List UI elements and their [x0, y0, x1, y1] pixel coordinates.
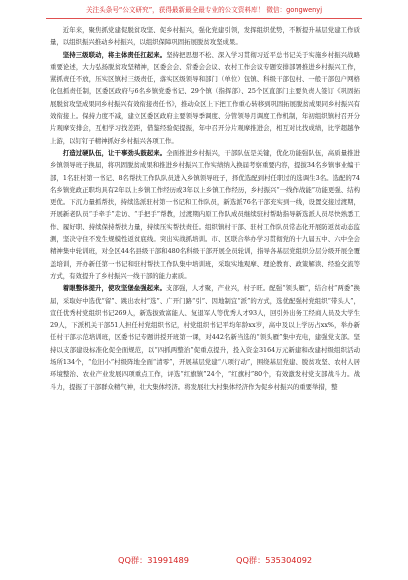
paragraph-three-level-linkage	[50, 49, 360, 147]
paragraph-text: 近年来，聚焦抓党建促脱贫攻坚、促乡村振兴，强化党建引领，发挥组织优势，不断提升基层党建工作质量，以组织振兴推动乡村振兴，以组织保障巩固拓展脱贫攻坚成果。	[50, 26, 360, 47]
footer-contact	[0, 552, 408, 568]
header-banner: 关注头条号“公文研究”，获得最新最全最专业的公文资料库！ 微信：gongwenyj	[85, 6, 323, 14]
document-body	[50, 24, 360, 393]
header-divider	[46, 18, 362, 19]
paragraph-text: 全面推进乡村振兴，干部队伍是关键，优化功能强队伍，高质量推进乡镇领导班子换届，将巩固脱贫成果和推进乡村振兴工作实绩纳入换届考察重要内容，提拔34名乡镇事业编干部，1名驻村第一书记、8名帮扶工作队队员进入乡镇领导班子，择优选配到村任职过的选调生3名。选配的74名乡镇党政正职均具有2年以上乡镇工作经历或3年以上乡镇工作经历，乡村振兴“一线作战能”功能更强、结构更优。下沉力量抓帮扶，持续选派驻村第一书记和工作队员，新选派76名干部充实到一线，设置交接过渡期，开展新老队员“手牵手”走访、“手把手”帮教，过渡期内原工作队成员继续驻村帮助指导新选派人员尽快熟悉工作、履好职、持续保持帮扶力量，持续压实帮扶责任。组织镇村干部、驻村工作队员常态化开展防返贫动态监测，坚决守住不发生规模性返贫底线。突出实战抓培训。市、区联合举办学习贯彻党的十九届五中、六中全会精神集中轮训班，对全区44名县级干部和480名科级干部开展全员轮训，指导各基层党组织分层分级开展全覆盖培训，开办新任第一书记和驻村帮扶工作队集中培训班，采取实地观摩、理论教育、政策解读、经验交流等方式，有效提升了乡村振兴一线干部的能力素质。	[50, 148, 361, 280]
paragraph-heading: 打造过硬队伍，让干事劲头鼓起来。	[62, 148, 167, 157]
paragraph-heading: 坚持三级联动，将主体责任扛起来。	[62, 50, 167, 59]
paragraph-text: 支部强，人才聚，产业兴，村子旺。配强“领头雁”，结合村“两委”换届，采取好中选优“留”、跳出农村“选”、广开门路“引”、因地制宜“派”的方式，选优配强村党组织“带头人”，宣任优秀村党组织书记269人，新选拔致富能人、复退军人等优秀人才93人，回引外出务工经商人员及大学生29人，下派机关干部51人担任村党组织书记，村党组织书记平均年龄xx岁，高中及以上学历占xx%，举办新任村干部示范培训班，区委书记专题讲授开班第一课，对442名新当选的“领头雁”集中充电，建强党支部。坚持以支部建设标准化促全面规范，以“四抓两整治”促重点提升，投入资金3164万元新建和改建村级组织活动场所134个，“危旧小”村级阵地全面“清零”，开展基层党建“八项行动”，围绕基层党建、脱贫攻坚、农村人居环境整治、农业产业发展四项重点工作，评选“红旗镇”24个，“红旗村”80个，有效激发村党支部战斗力。战斗力，提振了干部群众精气神，壮大集体经济。将发展壮大村集体经济作为促乡村振兴的重要举措，整	[50, 284, 360, 391]
paragraph-intro	[50, 24, 360, 49]
paragraph-heading: 着眼整体提升，使攻坚堡垒强起来。	[62, 284, 167, 293]
paragraph-overall-improvement	[50, 282, 360, 393]
paragraph-strong-team	[50, 147, 360, 282]
paragraph-text: 坚持把思想不松、深入学习贯彻习近平总书记关于实施乡村振兴战略重要论述，大力弘扬脱贫攻坚精神，区委会会、常委会会议、农村工作会议专题安排部署推进乡村振兴工作，紧抓责任不放，压实区镇村三级责任，落实区级领导和部门（单位）包镇、科级干部包村、一般干部包户网格化包抓责任制，区委区政府与6名乡镇党委书记、29个镇（指挥部）、25个区直部门主要负责人签订《巩固拓展脱贫攻坚成果同乡村振兴有效衔接责任书》，推动众区上下把工作重心转移到巩固拓展脱贫成果同乡村振兴有效衔接上。保持力度不减，建立区委区政府主要领导季调度、分管领导月调度工作机制，年初组织镇村召开分片观摩安排会，互相学习找差距，借鉴经验促提振，年中召开分片观摩推进会，相互对比找成绩，比学超越争上游，以钉钉子精神抓好乡村振兴各项工作。	[50, 50, 361, 145]
qq-group-2: QQ群：535304092	[236, 555, 313, 565]
qq-group-1: QQ群：31991489	[118, 555, 189, 565]
